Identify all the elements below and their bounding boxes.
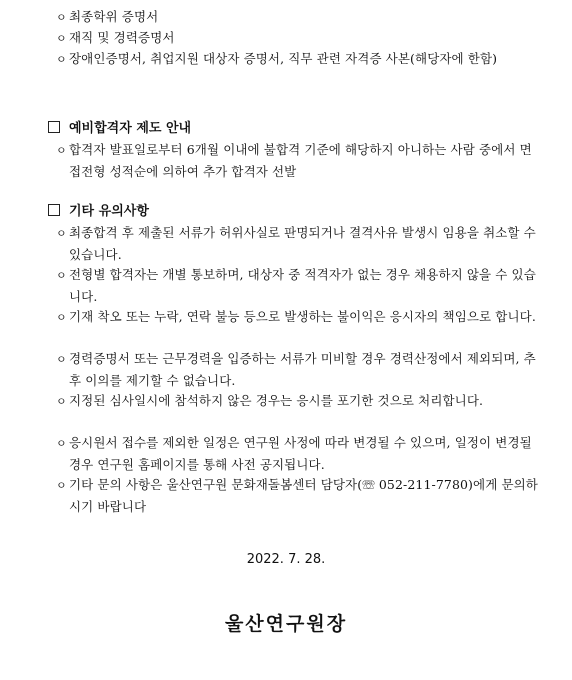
bullet-icon: ㅇ xyxy=(56,53,67,66)
bullet-icon: ㅇ xyxy=(56,437,67,450)
bullet-icon: ㅇ xyxy=(56,144,67,157)
bullet-icon: ㅇ xyxy=(56,353,67,366)
list-item: ㅇ 기재 착오 또는 누락, 연락 불능 등으로 발생하는 불이익은 응시자의 책임으로 합니다. xyxy=(56,306,539,328)
list-item: ㅇ 지정된 심사일시에 참석하지 않은 경우는 응시를 포기한 것으로 처리합니다. xyxy=(56,390,539,412)
list-item: ㅇ 경력증명서 또는 근무경력을 입증하는 서류가 미비할 경우 경력산정에서 제외되며, 추후 이의를 제기할 수 없습니다. xyxy=(56,351,536,388)
issuing-organization: 울산연구원장 xyxy=(224,613,348,635)
bullet-icon: ㅇ xyxy=(56,479,67,492)
list-item: ㅇ 최종합격 후 제출된 서류가 허위사실로 판명되거나 결격사유 발생시 임용을 취소할 수 있습니다. xyxy=(56,225,536,262)
list-item: ㅇ 최종학위 증명서 xyxy=(56,6,539,28)
section-heading-reserve: 예비합격자 제도 안내 xyxy=(48,119,191,139)
list-item: ㅇ 장애인증명서, 취업지원 대상자 증명서, 직무 관련 자격증 사본(해당자에 한함) xyxy=(56,48,539,70)
list-item: ㅇ 전형별 합격자는 개별 통보하며, 대상자 중 적격자가 없는 경우 채용하지 않을 수 있습니다. xyxy=(56,267,536,304)
checkbox-square-icon xyxy=(48,204,60,216)
list-item: ㅇ 기타 문의 사항은 울산연구원 문화재돌봄센터 담당자(☏ 052-211-7780)에게 문의하시기 바랍니다 xyxy=(56,477,538,514)
checkbox-square-icon xyxy=(48,121,60,133)
section-heading-notes: 기타 유의사항 xyxy=(48,202,149,222)
list-item: ㅇ 합격자 발표일로부터 6개월 이내에 불합격 기준에 해당하지 아니하는 사람 중에서 면접전형 성적순에 의하여 추가 합격자 선발 xyxy=(56,142,532,179)
bullet-icon: ㅇ xyxy=(56,311,67,324)
list-item: ㅇ 재직 및 경력증명서 xyxy=(56,27,539,49)
bullet-icon: ㅇ xyxy=(56,227,67,240)
bullet-icon: ㅇ xyxy=(56,32,67,45)
document-date: 2022. 7. 28. xyxy=(246,552,326,567)
bullet-icon: ㅇ xyxy=(56,269,67,282)
bullet-icon: ㅇ xyxy=(56,11,67,24)
bullet-icon: ㅇ xyxy=(56,395,67,408)
list-item: ㅇ 응시원서 접수를 제외한 일정은 연구원 사정에 따라 변경될 수 있으며, 일정이 변경될 경우 연구원 홈페이지를 통해 사전 공지됩니다. xyxy=(56,435,532,472)
